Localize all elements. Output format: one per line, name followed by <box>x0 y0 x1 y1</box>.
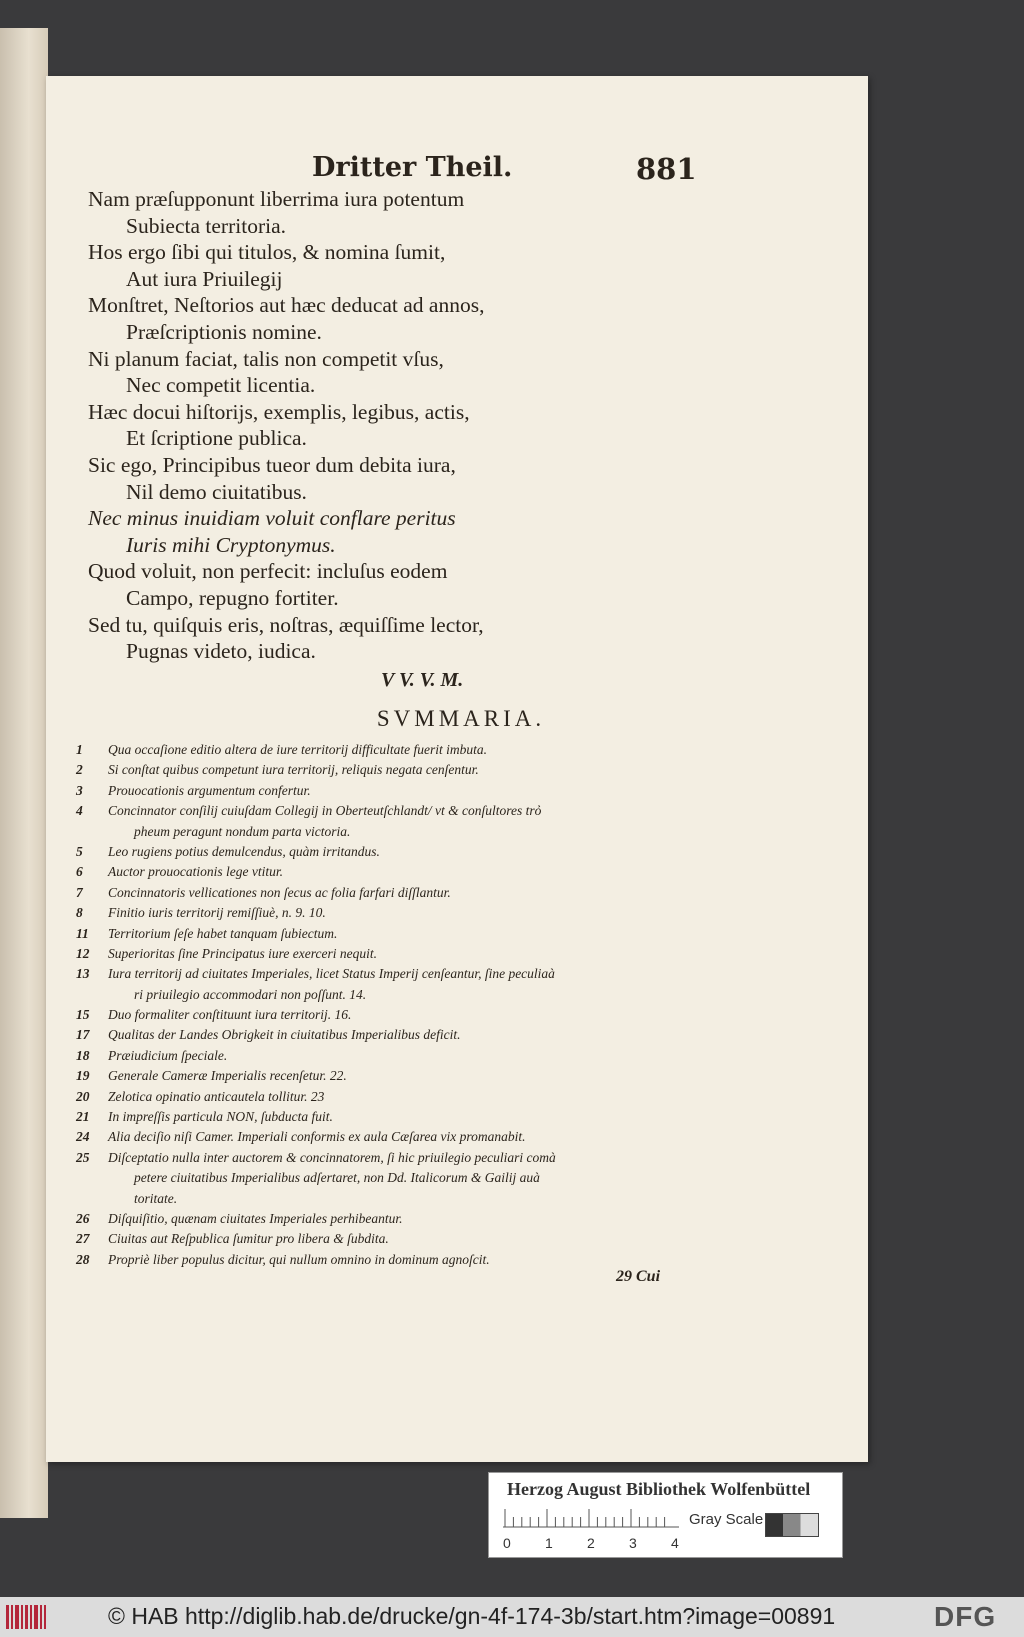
verse-line: Quod voluit, non perfecit: incluſus eodem <box>88 559 448 584</box>
summary-item-text: Concinnatoris vellicationes non ſecus ac folia farfari diſſlantur. <box>108 884 451 900</box>
summary-item-number: 4 <box>76 803 83 819</box>
summary-item-text: Præiudicium ſpeciale. <box>108 1047 228 1063</box>
summary-item-number: 2 <box>76 762 83 778</box>
ruler-ticks <box>503 1535 679 1553</box>
summary-item-number: 5 <box>76 843 83 859</box>
ruler-tick-label: 4 <box>671 1535 679 1551</box>
verse-line: Subiecta territoria. <box>126 213 286 238</box>
barcode-icon <box>6 1605 46 1629</box>
verse-block <box>88 186 808 665</box>
summary-item-number: 26 <box>76 1210 90 1226</box>
summary-item-number: 25 <box>76 1149 90 1165</box>
summary-item-text: toritate. <box>134 1190 178 1206</box>
summary-item <box>76 1229 716 1249</box>
signature: V V. V. M. <box>381 669 464 691</box>
gray-scale-swatch <box>765 1513 819 1537</box>
summary-item-number: 28 <box>76 1251 90 1267</box>
summary-item <box>76 883 716 903</box>
summary-item-text: Ciuitas aut Reſpublica ſumitur pro libera & ſubdita. <box>108 1231 389 1247</box>
summary-item <box>76 903 716 923</box>
summary-item <box>76 1087 716 1107</box>
viewer-footer <box>0 1597 1024 1637</box>
summary-item <box>76 1066 716 1086</box>
summary-item-number: 1 <box>76 742 83 757</box>
verse-line: Et ſcriptione publica. <box>126 426 307 451</box>
summary-item-text: pheum peragunt nondum parta victoria. <box>134 823 351 839</box>
summary-item <box>76 944 716 964</box>
verse-line: Nec minus inuidiam voluit conflare peritus <box>88 506 456 531</box>
verse-line: Hæc docui hiſtorijs, exemplis, legibus, actis, <box>88 399 470 424</box>
ruler-tick-label: 2 <box>587 1535 595 1551</box>
summary-item <box>76 822 716 842</box>
summary-item-number: 12 <box>76 945 90 961</box>
verse-line: Pugnas videto, iudica. <box>126 639 316 664</box>
summary-item <box>76 1189 716 1209</box>
source-link[interactable]: © HAB http://diglib.hab.de/drucke/gn-4f-174-3b/start.htm?image=00891 <box>108 1603 836 1629</box>
summary-item <box>76 964 716 984</box>
summary-item-text: Territorium ſeſe habet tanquam ſubiectum. <box>108 925 338 941</box>
verse-line: Nam præſupponunt liberrima iura potentum <box>88 187 465 211</box>
summary-item-number: 3 <box>76 782 83 798</box>
verse-line: Monſtret, Neſtorios aut hæc deducat ad annos, <box>88 293 485 318</box>
ruler-tick-label: 3 <box>629 1535 637 1551</box>
verse-line: Sed tu, quiſquis eris, noſtras, æquiſſime lector, <box>88 612 484 637</box>
summary-item-text: Finitio iuris territorij remiſſiuè, n. 9. 10. <box>108 905 326 921</box>
verse-line: Hos ergo ſibi qui titulos, & nomina ſumit, <box>88 240 446 265</box>
verse-line: Iuris mihi Cryptonymus. <box>126 532 336 557</box>
summary-item-text: petere ciuitatibus Imperialibus adſertaret, non Dd. Italicorum & Gailij auà <box>134 1170 540 1186</box>
summary-item <box>76 1148 716 1168</box>
summary-item-text: Qua occaſione editio altera de iure territorij difficultate fuerit imbuta. <box>108 742 487 757</box>
summary-item-number: 27 <box>76 1231 90 1247</box>
summary-item-number: 21 <box>76 1109 90 1125</box>
library-name: Herzog August Bibliothek Wolfenbüttel <box>507 1479 811 1499</box>
summary-item <box>76 760 716 780</box>
summary-item-text: Superioritas ſine Principatus iure exerceri nequit. <box>108 945 377 961</box>
summary-item-number: 24 <box>76 1129 90 1145</box>
summary-item <box>76 1025 716 1045</box>
summary-item-number: 17 <box>76 1027 90 1043</box>
summary-item <box>76 862 716 882</box>
verse-line: Aut iura Priuilegij <box>126 266 283 291</box>
summary-item-text: Duo formaliter conſtituunt iura territorij. 16. <box>108 1007 352 1023</box>
summary-item <box>76 1046 716 1066</box>
ruler-tick-label: 0 <box>503 1535 511 1551</box>
summary-item-text: In impreſſis particula NON, ſubducta fuit. <box>108 1109 333 1125</box>
summary-item <box>76 1005 716 1025</box>
verse-line: Sic ego, Principibus tueor dum debita iura, <box>88 452 456 477</box>
verse-line: Nec competit licentia. <box>126 373 316 398</box>
summary-item-text: Zelotica opinatio anticautela tollitur. 23 <box>108 1088 325 1104</box>
summary-item-text: Diſceptatio nulla inter auctorem & concinnatorem, ſi hic priuilegio peculiari comà <box>108 1149 556 1165</box>
page-number: 881 <box>636 152 697 186</box>
adjacent-page-edge <box>0 28 48 1518</box>
summary-item <box>76 985 716 1005</box>
dfg-logo: DFG <box>934 1601 997 1632</box>
book-page <box>46 76 868 1462</box>
summary-item <box>76 1168 716 1188</box>
summary-item-number: 7 <box>76 884 83 900</box>
summary-item-number: 20 <box>76 1088 90 1104</box>
summary-item-text: Alia deciſio niſi Camer. Imperiali conformis ex aula Cæſarea vix promanabit. <box>108 1129 526 1145</box>
summary-item <box>76 1107 716 1127</box>
color-calibration-card <box>488 1472 843 1558</box>
summary-item <box>76 801 716 821</box>
summaria-title: SVMMARIA. <box>376 706 546 731</box>
verse-line: Ni planum faciat, talis non competit vſus, <box>88 346 444 371</box>
ruler-tick-label: 1 <box>545 1535 553 1551</box>
summaria-list <box>76 740 716 1270</box>
verse-line: Præſcriptionis nomine. <box>126 319 322 344</box>
summary-item <box>76 842 716 862</box>
summary-item-text: Prouocationis argumentum confertur. <box>108 782 311 798</box>
ruler-icon <box>503 1505 679 1531</box>
summary-item-text: Diſquiſitio, quænam ciuitates Imperiales perhibeantur. <box>108 1210 403 1226</box>
summary-item-number: 19 <box>76 1068 90 1084</box>
running-head: Dritter Theil. <box>312 152 513 183</box>
summary-item-number: 6 <box>76 864 83 880</box>
summary-item <box>76 740 716 760</box>
verse-line: Nil demo ciuitatibus. <box>126 479 307 504</box>
summary-item-text: Generale Cameræ Imperialis recenſetur. 22. <box>108 1068 347 1084</box>
summary-item-number: 13 <box>76 966 90 982</box>
summary-item-text: Leo rugiens potius demulcendus, quàm irritandus. <box>108 843 380 859</box>
summary-item-text: Qualitas der Landes Obrigkeit in ciuitatibus Imperialibus deficit. <box>108 1027 461 1043</box>
verse-line: Campo, repugno fortiter. <box>126 585 339 610</box>
gray-scale-label: Gray Scale <box>689 1511 764 1528</box>
summary-item-text: Concinnator conſilij cuiuſdam Collegij in Oberteutſchlandt/ vt & conſultores trỏ <box>108 803 542 819</box>
summary-item-text: Si conſtat quibus competunt iura territorij, reliquis negata cenſentur. <box>108 762 479 778</box>
summary-item <box>76 781 716 801</box>
summary-item-text: ri priuilegio accommodari non poſſunt. 14. <box>134 986 367 1002</box>
summary-item-number: 11 <box>76 925 89 941</box>
summary-item-number: 18 <box>76 1047 90 1063</box>
summary-item-text: Propriè liber populus dicitur, qui nullum omnino in dominum agnoſcit. <box>108 1251 490 1267</box>
summary-item-number: 15 <box>76 1007 90 1023</box>
summary-item-text: Iura territorij ad ciuitates Imperiales, licet Status Imperij cenſeantur, ſine peculiaà <box>108 966 555 982</box>
catchword: 29 Cui <box>616 1268 661 1285</box>
summary-item-number: 8 <box>76 905 83 921</box>
summary-item <box>76 1127 716 1147</box>
summary-item <box>76 1209 716 1229</box>
summary-item-text: Auctor prouocationis lege vtitur. <box>108 864 283 880</box>
summary-item <box>76 924 716 944</box>
